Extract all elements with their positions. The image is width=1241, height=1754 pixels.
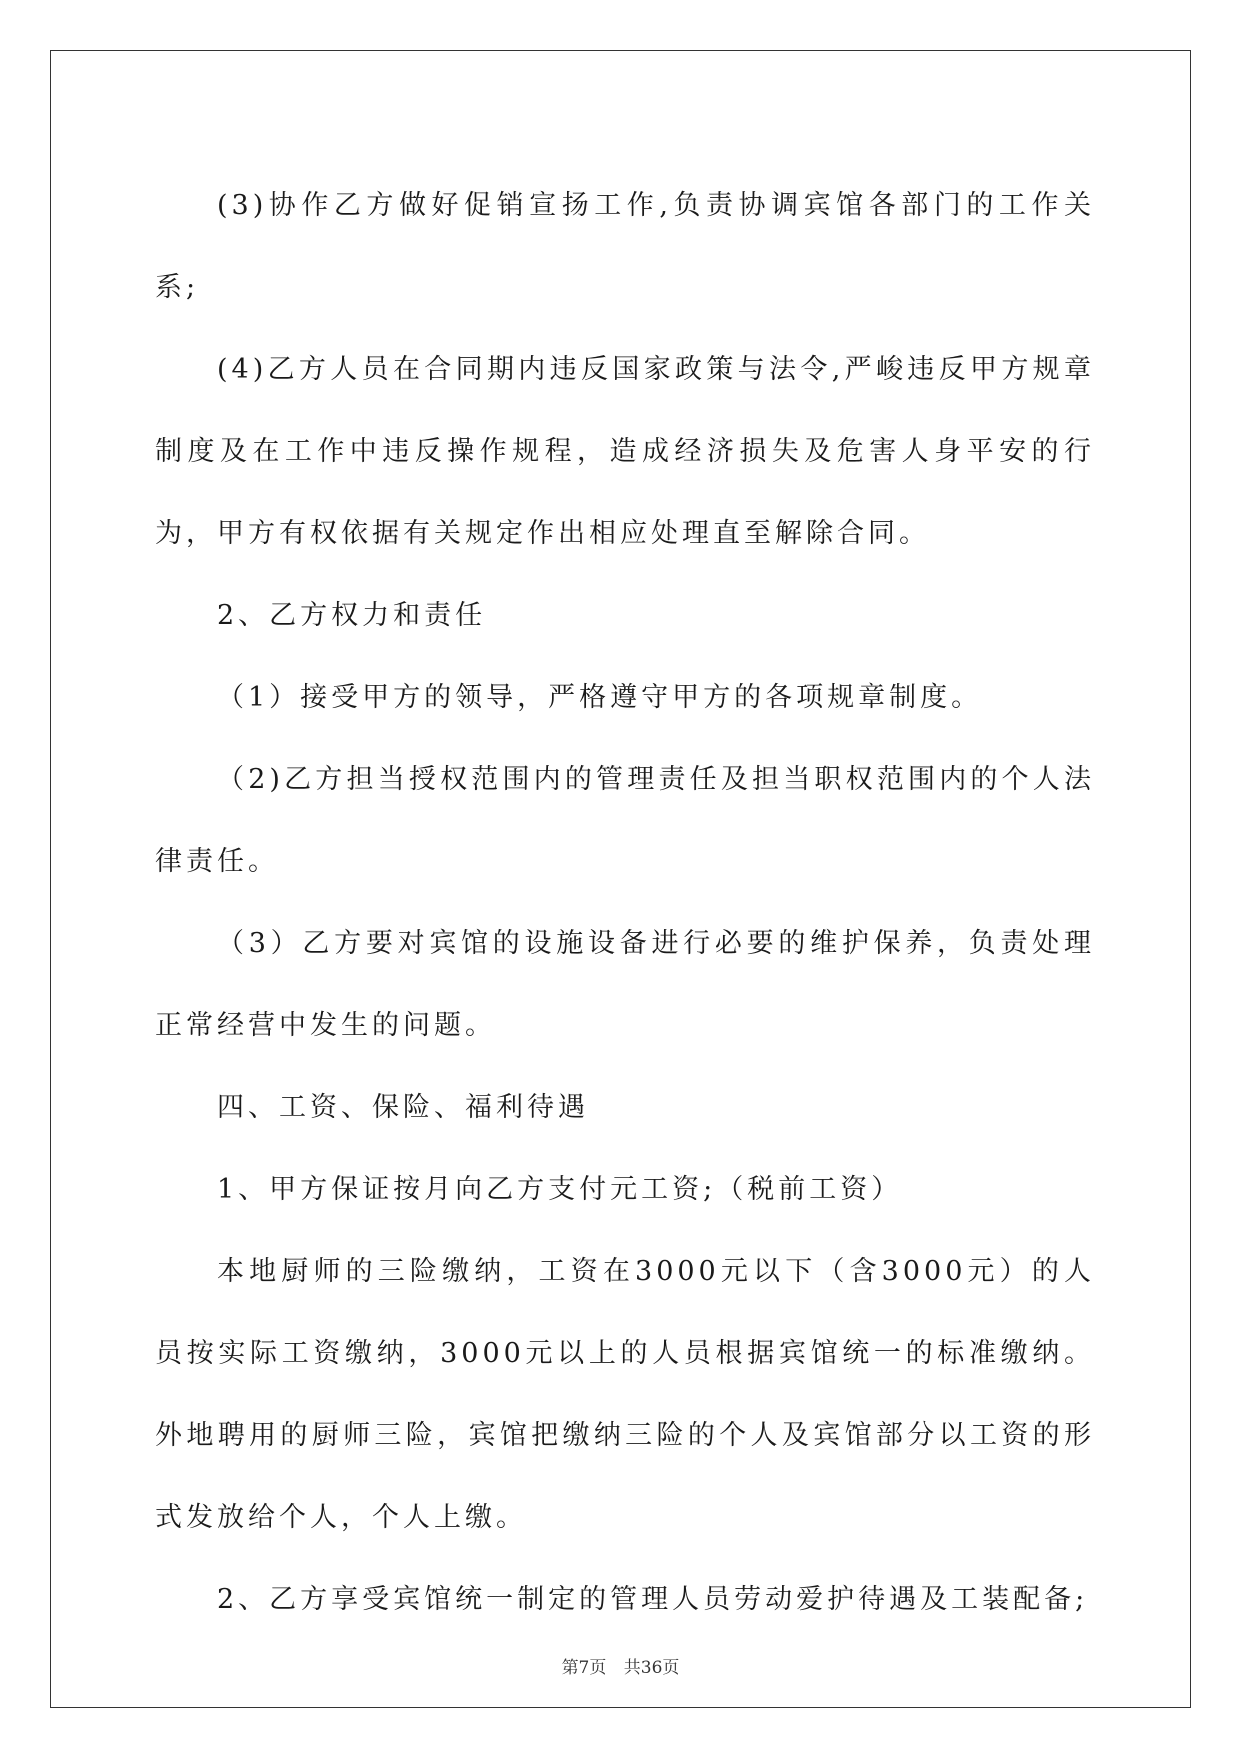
paragraph: （3）乙方要对宾馆的设施设备进行必要的维护保养，负责处理正常经营中发生的问题。: [155, 928, 1095, 1041]
page-number: 第7页: [561, 1658, 607, 1678]
paragraph: 1、甲方保证按月向乙方支付元工资;（税前工资）: [217, 1174, 903, 1205]
paragraph: （1）接受甲方的领导，严格遵守甲方的各项规章制度。: [217, 682, 983, 713]
paragraph: （2)乙方担当授权范围内的管理责任及担当职权范围内的个人法律责任。: [155, 764, 1095, 877]
page-total: 共36页: [623, 1658, 680, 1678]
paragraph: (4)乙方人员在合同期内违反国家政策与法令,严峻违反甲方规章制度及在工作中违反操作规程，造成经济损失及危害人身平安的行为，甲方有权依据有关规定作出相应处理直至解除合同。: [155, 354, 1095, 549]
paragraph: (3)协作乙方做好促销宣扬工作,负责协调宾馆各部门的工作关系;: [155, 190, 1095, 303]
paragraph: 2、乙方享受宾馆统一制定的管理人员劳动爱护待遇及工装配备;: [217, 1584, 1089, 1615]
page-footer: [0, 1653, 1241, 1678]
document-body: [155, 165, 1095, 1641]
section-heading: 四、工资、保险、福利待遇: [217, 1092, 589, 1123]
section-heading: 2、乙方权力和责任: [217, 600, 487, 631]
paragraph: 本地厨师的三险缴纳，工资在3000元以下（含3000元）的人员按实际工资缴纳，3000元以上的人员根据宾馆统一的标准缴纳。外地聘用的厨师三险，宾馆把缴纳三险的个人及宾馆部分以工资的形式发放给个人，个人上缴。: [155, 1256, 1095, 1533]
